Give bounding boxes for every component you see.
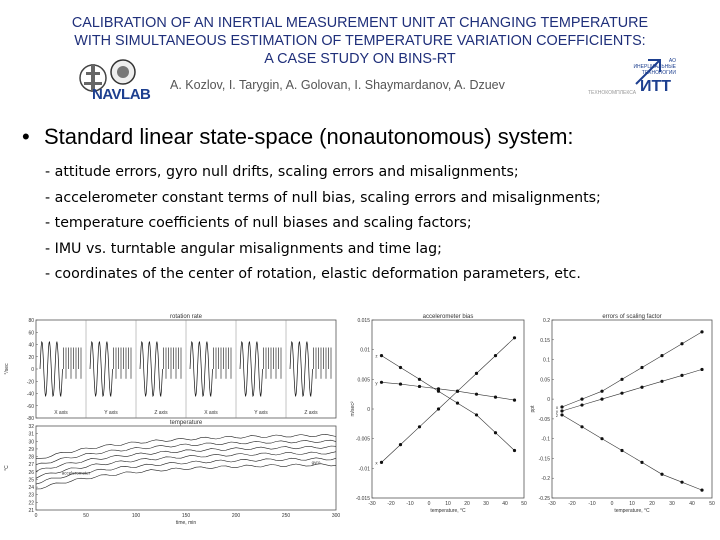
list-item: - temperature coefficients of null biases and scaling factors; bbox=[45, 215, 472, 231]
itt-text-line-3: ТЕХНОЛОГИИ bbox=[641, 70, 676, 76]
scaling-error-ytick-label: -0.2 bbox=[541, 476, 550, 483]
scaling-error-point bbox=[640, 366, 643, 369]
bullet-heading bbox=[22, 124, 712, 150]
accel-bias-point bbox=[380, 461, 383, 464]
temperature-ytick-label: 32 bbox=[28, 424, 34, 430]
scaling-error-ytick-label: -0.25 bbox=[538, 496, 550, 502]
accel-bias-ytick-label: -0.015 bbox=[355, 496, 370, 502]
scaling-error-point bbox=[580, 425, 583, 428]
scaling-error-xtick-label: 40 bbox=[689, 501, 695, 507]
accel-bias-point bbox=[399, 382, 402, 385]
accel-bias-series-label: y bbox=[375, 380, 378, 386]
scaling-error-point bbox=[660, 354, 663, 357]
scaling-error-ytick-label: -0.05 bbox=[538, 416, 550, 423]
temperature-ytick-label: 26 bbox=[28, 469, 34, 476]
accel-bias-point bbox=[456, 390, 459, 393]
scaling-error-point bbox=[620, 449, 623, 452]
scaling-error-ytick-label: 0.05 bbox=[540, 377, 550, 384]
rotation-rate-segment-label: X axis bbox=[54, 410, 68, 416]
temperature-ytick-label: 24 bbox=[28, 485, 34, 492]
list-item: - attitude errors, gyro null drifts, scaling errors and misalignments; bbox=[45, 164, 519, 180]
rotation-rate-ytick-label: 20 bbox=[28, 354, 34, 361]
accel-bias-axes bbox=[372, 320, 524, 498]
rotation-rate-ytick-label: -60 bbox=[26, 403, 34, 410]
rotation-rate-segment-label: X axis bbox=[204, 410, 218, 416]
temperature-xlabel: time, min bbox=[175, 520, 197, 526]
accel-bias-point bbox=[418, 425, 421, 428]
scaling-error-ytick-label: 0.1 bbox=[543, 357, 550, 364]
navlab-logo: NAVLAB bbox=[92, 86, 151, 103]
scaling-error-xtick-label: 0 bbox=[610, 501, 614, 507]
rotation-rate-title: rotation rate bbox=[169, 314, 203, 320]
accel-bias-ytick-label: 0 bbox=[367, 407, 370, 413]
scaling-error-ytick-label: -0.15 bbox=[538, 456, 550, 463]
bullet-text: Standard linear state-space (nonautonomous) system: bbox=[44, 124, 574, 149]
accel-bias-point bbox=[399, 443, 402, 446]
itt-text-line-1: АО bbox=[668, 58, 676, 64]
accel-bias-point bbox=[494, 396, 497, 399]
accel-bias-series-label: z bbox=[375, 353, 378, 359]
scaling-error-point bbox=[600, 390, 603, 393]
accel-bias-xtick-label: -10 bbox=[406, 501, 414, 507]
scaling-error-point bbox=[680, 481, 683, 484]
temperature-xtick-label: 50 bbox=[83, 513, 89, 519]
accel-bias-ytick-label: 0.015 bbox=[357, 318, 370, 324]
scaling-error-point bbox=[580, 398, 583, 401]
scaling-error-point bbox=[660, 380, 663, 383]
rotation-rate-segment-label: Z axis bbox=[304, 410, 318, 416]
accel-bias-ylabel: m/sec² bbox=[350, 401, 356, 417]
accel-bias-ytick-label: 0.005 bbox=[357, 377, 370, 384]
scaling-error-point bbox=[680, 374, 683, 377]
scaling-error-series-label: y bbox=[555, 408, 559, 414]
scaling-error-point bbox=[620, 378, 623, 381]
accel-bias-point bbox=[475, 393, 478, 396]
accel-bias-point bbox=[380, 354, 383, 357]
scaling-error-xtick-label: -10 bbox=[588, 501, 596, 507]
accel-bias-xtick-label: 10 bbox=[445, 501, 451, 507]
accel-bias-point bbox=[418, 378, 421, 381]
rotation-rate-ytick-label: -80 bbox=[26, 416, 34, 422]
temperature-ytick-label: 27 bbox=[28, 462, 34, 469]
rotation-rate-segment-label: Y axis bbox=[254, 410, 268, 416]
scaling-error-ytick-label: 0.15 bbox=[540, 337, 550, 344]
accel-bias-point bbox=[437, 390, 440, 393]
temperature-title: temperature bbox=[169, 420, 203, 426]
scaling-error-ytick-label: 0 bbox=[547, 397, 550, 404]
rotation-rate-ytick-label: 0 bbox=[31, 367, 34, 373]
accel-bias-point bbox=[399, 366, 402, 369]
state-list bbox=[45, 160, 715, 288]
accel-bias-point bbox=[494, 431, 497, 434]
title-line-2: WITH SIMULTANEOUS ESTIMATION OF TEMPERATURE VARIATION COEFFICIENTS: bbox=[74, 33, 646, 49]
temperature-ytick-label: 31 bbox=[28, 431, 34, 438]
scaling-error-xlabel: temperature, °C bbox=[614, 508, 650, 514]
scaling-error-point bbox=[580, 403, 583, 406]
accel-bias-series-label: x bbox=[375, 460, 378, 466]
accel-bias-xtick-label: -30 bbox=[368, 501, 376, 507]
temperature-ytick-label: 30 bbox=[28, 439, 34, 446]
temperature-xtick-label: 200 bbox=[231, 513, 241, 519]
title-line-1: CALIBRATION OF AN INERTIAL MEASUREMENT UNIT AT CHANGING TEMPERATURE bbox=[71, 15, 649, 31]
scaling-error-point bbox=[600, 398, 603, 401]
rotation-rate-segment-label: Z axis bbox=[154, 410, 168, 416]
rotation-rate-ylabel: °/sec bbox=[4, 363, 10, 375]
accel-bias-point bbox=[513, 449, 516, 452]
scaling-error-xtick-label: 30 bbox=[669, 501, 675, 507]
rotation-rate-ytick-label: -20 bbox=[26, 379, 34, 386]
charts-area bbox=[0, 308, 720, 540]
list-item: - accelerometer constant terms of null bias, scaling errors and misalignments; bbox=[45, 189, 601, 206]
temperature-xtick-label: 0 bbox=[34, 513, 38, 519]
scaling-error-series-label: z bbox=[555, 412, 559, 418]
temperature-xtick-label: 150 bbox=[181, 513, 191, 519]
temperature-xtick-label: 100 bbox=[131, 513, 141, 519]
scaling-error-ylabel: ppt bbox=[530, 405, 536, 413]
accel-bias-point bbox=[475, 372, 478, 375]
itt-tagline: ТЕХНОКОМПЛЕКСА bbox=[588, 90, 637, 96]
bullet-dot: • bbox=[22, 124, 30, 149]
temperature-ytick-label: 22 bbox=[28, 500, 34, 507]
title-line-3: A CASE STUDY ON BINS-RT bbox=[264, 51, 456, 67]
temperature-axes bbox=[36, 426, 336, 510]
scaling-error-point bbox=[680, 342, 683, 345]
scaling-error-point bbox=[560, 405, 563, 408]
temperature-ytick-label: 25 bbox=[28, 477, 34, 484]
scaling-error-xtick-label: -20 bbox=[568, 501, 576, 507]
scaling-error-point bbox=[700, 368, 703, 371]
accel-bias-xtick-label: 30 bbox=[483, 501, 489, 507]
list-item: - IMU vs. turntable angular misalignments and time lag; bbox=[45, 240, 442, 257]
accel-bias-point bbox=[380, 381, 383, 384]
accel-bias-xlabel: temperature, °C bbox=[430, 508, 466, 514]
accel-bias-ytick-label: -0.01 bbox=[358, 466, 370, 473]
temperature-ytick-label: 23 bbox=[28, 492, 34, 499]
temperature-xtick-label: 250 bbox=[281, 513, 291, 519]
scaling-error-xtick-label: 20 bbox=[649, 501, 655, 507]
accel-bias-point bbox=[494, 354, 497, 357]
accel-bias-ytick-label: -0.005 bbox=[355, 436, 370, 443]
accel-bias-point bbox=[475, 413, 478, 416]
scaling-error-ytick-label: -0.1 bbox=[541, 436, 550, 443]
accel-bias-xtick-label: 40 bbox=[502, 501, 508, 507]
accel-bias-point bbox=[456, 401, 459, 404]
temperature-legend-gyro: gyro bbox=[311, 459, 321, 465]
itt-text-line-2: ИНЕРЦИАЛЬНЫЕ bbox=[633, 64, 676, 70]
temperature-ylabel: °C bbox=[4, 465, 10, 471]
accel-bias-point bbox=[513, 399, 516, 402]
accel-bias-xtick-label: -20 bbox=[387, 501, 395, 507]
list-item: - coordinates of the center of rotation, elastic deformation parameters, etc. bbox=[45, 266, 581, 282]
accel-bias-xtick-label: 0 bbox=[427, 501, 431, 507]
scaling-error-series-label: x bbox=[555, 405, 559, 411]
scaling-error-point bbox=[700, 330, 703, 333]
accel-bias-xtick-label: 20 bbox=[464, 501, 470, 507]
navlab-emblem-icon bbox=[110, 58, 136, 86]
temperature-legend-accelerometer: accelerometer bbox=[61, 470, 91, 476]
scaling-error-title: errors of scaling factor bbox=[602, 314, 662, 320]
scaling-error-point bbox=[700, 488, 703, 491]
scaling-error-point bbox=[620, 392, 623, 395]
scaling-error-point bbox=[560, 413, 563, 416]
rotation-rate-segment-label: Y axis bbox=[104, 410, 118, 416]
scaling-error-point bbox=[640, 386, 643, 389]
temperature-xtick-label: 300 bbox=[331, 513, 341, 519]
temperature-ytick-label: 21 bbox=[28, 508, 34, 514]
rotation-rate-ytick-label: -40 bbox=[26, 391, 34, 398]
temperature-ytick-label: 29 bbox=[28, 446, 34, 453]
scaling-error-point bbox=[640, 461, 643, 464]
accel-bias-point bbox=[437, 407, 440, 410]
scaling-error-point bbox=[600, 437, 603, 440]
scaling-error-point bbox=[660, 473, 663, 476]
accel-bias-point bbox=[418, 385, 421, 388]
scaling-error-point bbox=[560, 409, 563, 412]
temperature-ytick-label: 28 bbox=[28, 454, 34, 461]
scaling-error-axes bbox=[552, 320, 712, 498]
rotation-rate-ytick-label: 80 bbox=[28, 318, 34, 324]
rotation-rate-ytick-label: 40 bbox=[28, 342, 34, 349]
rotation-rate-ytick-label: 60 bbox=[28, 330, 34, 337]
accel-bias-xtick-label: 50 bbox=[521, 501, 527, 507]
scaling-error-xtick-label: 10 bbox=[629, 501, 635, 507]
itt-mark: ИТТ bbox=[640, 78, 672, 95]
itt-logo bbox=[588, 56, 678, 100]
scaling-error-ytick-label: 0.2 bbox=[543, 318, 550, 324]
scaling-error-xtick-label: -30 bbox=[548, 501, 556, 507]
accel-bias-title: accelerometer bias bbox=[422, 314, 474, 320]
accel-bias-point bbox=[513, 336, 516, 339]
authors: A. Kozlov, I. Tarygin, A. Golovan, I. Shaymardanov, A. Dzuev bbox=[170, 78, 505, 92]
scaling-error-xtick-label: 50 bbox=[709, 501, 715, 507]
accel-bias-ytick-label: 0.01 bbox=[360, 347, 370, 354]
